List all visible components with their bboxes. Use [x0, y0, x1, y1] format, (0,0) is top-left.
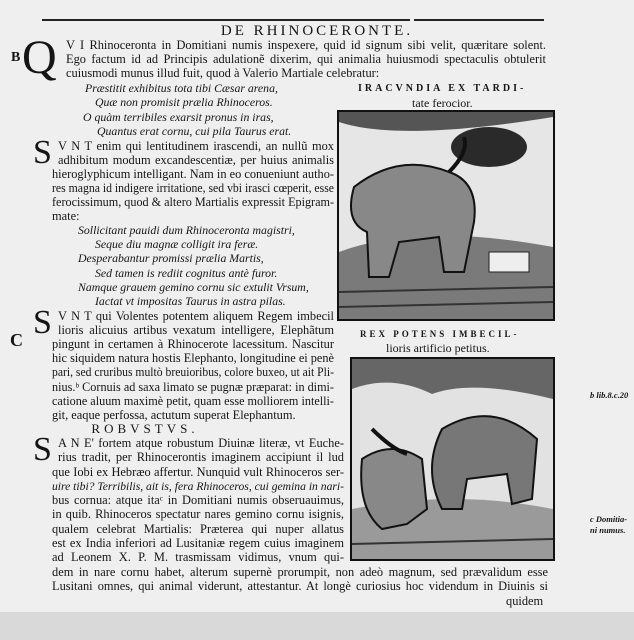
drop-cap-q: Q	[22, 31, 57, 84]
text-line: cuiusmodi munus illud fuit, quod à Valerio Martiale celebratur:	[66, 66, 380, 80]
drop-cap-s: S	[33, 134, 52, 171]
drop-cap-s: S	[33, 304, 52, 341]
text-line: mate:	[52, 209, 80, 223]
text-line: catione aluum maximè petit, quam esse molliorem intelli-	[52, 394, 335, 408]
text-line: V N T enim qui lentitudinem irascendi, an nullũ mox	[58, 139, 334, 153]
verse-line: Præstitit exhibitus tota tibi Cæsar arena,	[85, 81, 278, 95]
catchword: quidem	[506, 594, 544, 608]
text-line: git, eaque perfossa, actutum superat Elephantum.	[52, 408, 296, 422]
verse-line: Sed tamen is rediit cognitus antè furor.	[95, 266, 278, 280]
text-line: ad Leonem X. P. M. trasmissam vidimus, vnum qui-	[52, 550, 344, 564]
text-line: ferocissimum, quod & altero Martialis expressit Epigram-	[52, 195, 335, 209]
text-line: est ex India inferiori ad Lusitaniæ regem cuius imaginem	[52, 536, 344, 550]
text-line: rius tradit, per Rhinocerontis imaginem accipiunt il lud	[58, 450, 344, 464]
section-heading: ROBVSTVS.	[91, 421, 199, 436]
text-line: V N T qui Volentes potentem aliquem Regem imbecil	[58, 309, 334, 323]
woodcut-rhinoceros-elephant	[350, 357, 555, 561]
text-line: in quib. Rhinoceros spectatur nares gemino cornu isignis,	[52, 507, 344, 521]
text-line: Lusitani omnes, qui animal viderunt, attestantur. At longè curiosius hoc videndum in Diuinis si	[52, 579, 548, 593]
verse-line: Seque diu magnæ colligit ira feræ.	[95, 237, 259, 251]
drop-cap-s: S	[33, 431, 52, 468]
text-line: A N E' fortem atque robustum Diuinæ literæ, vt Euche-	[58, 436, 344, 450]
margin-letter-c: C	[10, 330, 23, 350]
woodcut-caption-2b: lioris artificio petitus.	[386, 341, 490, 355]
verse-line: Desperabantur promissi prælia Martis,	[78, 251, 264, 265]
bear-figure	[451, 127, 527, 167]
verse-line: Quantus erat cornu, cui pila Taurus erat.	[97, 124, 292, 138]
text-line: hieroglyphicum intelligant. Nam in eo conueniunt autho-	[52, 167, 335, 181]
text-line: que Iobi ex Hebræo affertur. Nunquid vult Rhinoceros ser-	[52, 465, 344, 479]
text-line: lioris alicuius artibus vexatum intelligere, Elephãtum	[58, 323, 334, 337]
woodcut-caption-1: IRACVNDIA EX TARDI-	[358, 83, 527, 94]
verse-line: O quàm terribiles exarsit pronus in iras,	[83, 110, 274, 124]
margin-note-b: b lib.8.c.20	[590, 390, 629, 400]
text-line: dem in nare cornu habet, alterum supernè prorumpit, non adeò magnum, sed prævalidum esse	[52, 565, 548, 579]
text-line: pari, sed cruribus multò breuioribus, colore buxeo, ut ait Pli-	[52, 365, 335, 379]
verse-line: Namque grauem gemino cornu sic extulit Vrsum,	[78, 280, 309, 294]
text-line: pingunt in certamen à Rhinocerote lacessitum. Nascitur	[52, 337, 334, 351]
text-line: Ego factum id ad Principis adulationẽ dixerim, qui animalia huiusmodi spectaculis obtulerit	[66, 52, 546, 66]
page-title: DE RHINOCERONTE.	[220, 23, 414, 39]
text-line: V I Rhinoceronta in Domitiani numis inspexere, quid id signum sibi velit, quæritare solent.	[66, 38, 546, 52]
header-rule	[42, 19, 410, 21]
woodcut-caption-1b: tate ferocior.	[412, 96, 473, 110]
text-line: qualem celebrat Martialis: Præterea qui nuper allatus	[52, 522, 344, 536]
margin-letter-b: B	[11, 50, 21, 65]
margin-note-c1: c Domitia-	[590, 514, 628, 524]
rhinoceros-figure	[361, 449, 427, 529]
verse-line: Iactat vt impositas Taurus in astra pilas.	[95, 294, 286, 308]
woodcut-caption-2: REX POTENS IMBECIL-	[360, 329, 520, 339]
text-line: adhibitum modum excandescentiæ, per huius animalis	[58, 153, 334, 167]
text-line: bus cornua: atque itaᶜ in Domitiani numis obseruauimus,	[52, 493, 344, 507]
verse-line: Quæ non promisit prælia Rhinoceros.	[95, 95, 273, 109]
text-line: res magna id indigere irritatione, sed vbi irasci cœperit, esse	[52, 181, 334, 195]
margin-note-c2: ni numus.	[590, 525, 626, 535]
scan-margin	[0, 612, 634, 640]
text-line: uire tibi? Terribilis, ait is, fera Rhinoceros, cui gemina in nari-	[52, 479, 344, 493]
text-line: nius.ᵇ Cornuis ad saxa limato se pugnæ præparat: in dimi-	[52, 380, 335, 394]
woodcut-rhinoceros-bear	[337, 110, 555, 321]
text-line: hic siquidem natura hostis Elephanto, longitudine ei penè	[52, 351, 334, 365]
verse-line: Sollicitant pauidi dum Rhinoceronta magistri,	[78, 223, 295, 237]
header-rule	[414, 19, 544, 21]
